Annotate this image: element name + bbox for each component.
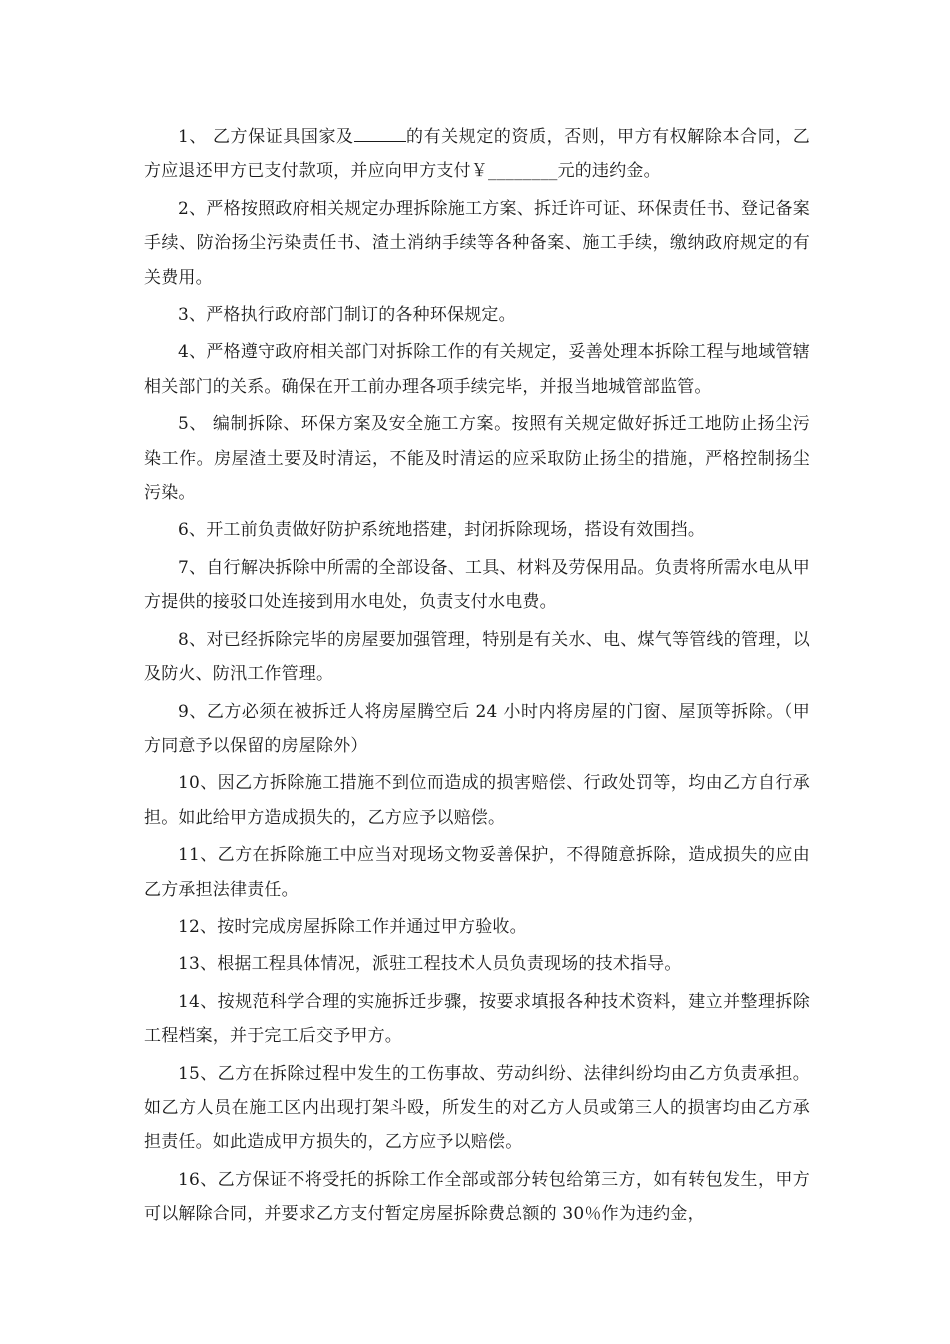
clause-6: 6、开工前负责做好防护系统地搭建，封闭拆除现场，搭设有效围挡。: [178, 520, 706, 541]
clause-1-pre: 1、 乙方保证具国家及: [178, 127, 354, 147]
clause-7: 7、自行解决拆除中所需的全部设备、工具、材料及劳保用品。负责将所需水电从甲方提供的接驳口处连接到用水电处，负责支付水电费。: [144, 557, 810, 613]
clause-3: 3、严格执行政府部门制订的各种环保规定。: [178, 305, 516, 326]
clause-1: [144, 120, 810, 189]
clause-2: 2、严格按照政府相关规定办理拆除施工方案、拆迁许可证、环保责任书、登记备案手续、防治扬尘污染责任书、渣土消纳手续等各种备案、施工手续，缴纳政府规定的有关费用。: [144, 198, 810, 288]
clause-1-post: 的有关规定的资质，否则，甲方有权解除本合同，乙方应退还甲方已支付款项，并应向甲方支付￥________元的违约金。: [144, 127, 810, 182]
clause-11: 11、乙方在拆除施工中应当对现场文物妥善保护，不得随意拆除，造成损失的应由乙方承担法律责任。: [144, 845, 810, 900]
clause-12: 12、按时完成房屋拆除工作并通过甲方验收。: [178, 916, 527, 937]
clause-10: 10、因乙方拆除施工措施不到位而造成的损害赔偿、行政处罚等，均由乙方自行承担。如此给甲方造成损失的，乙方应予以赔偿。: [144, 773, 810, 828]
clause-15: 15、乙方在拆除过程中发生的工伤事故、劳动纠纷、法律纠纷均由乙方负责承担。如乙方人员在施工区内出现打架斗殴，所发生的对乙方人员或第三人的损害均由乙方承担责任。如此造成甲方损失的，乙方应予以赔偿。: [144, 1063, 810, 1153]
clause-5: 5、 编制拆除、环保方案及安全施工方案。按照有关规定做好拆迁工地防止扬尘污染工作。房屋渣土要及时清运，不能及时清运的应采取防止扬尘的措施，严格控制扬尘污染。: [144, 414, 810, 504]
clause-16: 16、乙方保证不将受托的拆除工作全部或部分转包给第三方，如有转包发生，甲方可以解除合同，并要求乙方支付暂定房屋拆除费总额的 30％作为违约金，: [144, 1169, 810, 1225]
clause-9: 9、乙方必须在被拆迁人将房屋腾空后 24 小时内将房屋的门窗、屋顶等拆除。（甲方同意予以保留的房屋除外）: [144, 701, 810, 756]
clause-14: 14、按规范科学合理的实施拆迁步骤，按要求填报各种技术资料，建立并整理拆除工程档案，并于完工后交予甲方。: [144, 991, 810, 1047]
clause-8: 8、对已经拆除完毕的房屋要加强管理，特别是有关水、电、煤气等管线的管理，以及防火、防汛工作管理。: [144, 629, 810, 685]
clause-4: 4、严格遵守政府相关部门对拆除工作的有关规定，妥善处理本拆除工程与地域管辖相关部门的关系。确保在开工前办理各项手续完毕，并报当地城管部监管。: [144, 342, 810, 397]
clause-13: 13、根据工程具体情况，派驻工程技术人员负责现场的技术指导。: [178, 954, 682, 975]
fill-in-blank: [354, 126, 406, 142]
